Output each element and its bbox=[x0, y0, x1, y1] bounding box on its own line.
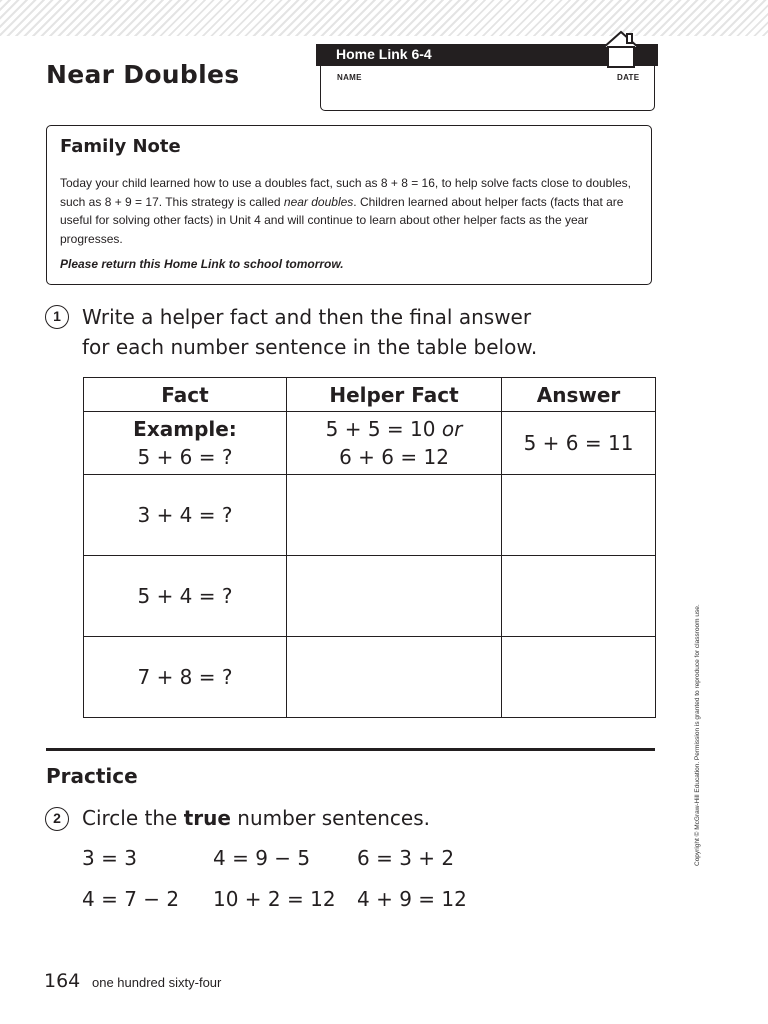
answer-cell[interactable] bbox=[502, 556, 656, 637]
example-answer: 5 + 6 = 11 bbox=[523, 431, 634, 455]
answer-cell[interactable] bbox=[502, 475, 656, 556]
header-helper-fact-label: Helper Fact bbox=[329, 382, 459, 407]
example-answer-cell bbox=[502, 412, 656, 475]
family-note-title: Family Note bbox=[60, 136, 181, 157]
problem-1-text bbox=[82, 302, 537, 362]
date-field-label: DATE bbox=[617, 73, 640, 82]
home-link-label: Home Link 6-4 bbox=[336, 46, 432, 62]
problem-1-number: 1 bbox=[45, 305, 69, 329]
header-answer-label: Answer bbox=[536, 382, 621, 407]
practice-title: Practice bbox=[46, 764, 138, 788]
fact-cell bbox=[84, 475, 287, 556]
copyright-notice: Copyright © McGraw-Hill Education. Permission is granted to reproduce for classroom use. bbox=[694, 604, 701, 866]
number-sentence[interactable]: 4 + 9 = 12 bbox=[357, 887, 467, 911]
example-fact-cell bbox=[84, 412, 287, 475]
problem-1-line-1: Write a helper fact and then the final answer bbox=[82, 305, 532, 329]
helper-fact-table bbox=[83, 377, 656, 718]
header-fact bbox=[84, 378, 287, 412]
family-note-body bbox=[60, 174, 640, 248]
return-instruction: Please return this Home Link to school tomorrow. bbox=[60, 257, 344, 271]
helper-fact-answer-cell[interactable] bbox=[287, 556, 502, 637]
problem-2-text-start: Circle the bbox=[82, 806, 184, 830]
example-helper-fact-2: 6 + 6 = 12 bbox=[339, 445, 449, 469]
example-label: Example: bbox=[133, 417, 237, 441]
number-sentence[interactable]: 3 = 3 bbox=[82, 846, 137, 870]
problem-2-text bbox=[82, 803, 430, 833]
fact-text: 7 + 8 = ? bbox=[137, 665, 233, 689]
page-title: Near Doubles bbox=[46, 60, 240, 89]
family-note-italic-term: near doubles bbox=[283, 194, 354, 209]
example-fact: 5 + 6 = ? bbox=[137, 445, 233, 469]
fact-text: 5 + 4 = ? bbox=[137, 584, 233, 608]
page-number: 164 bbox=[44, 970, 81, 992]
example-helper-line-1 bbox=[287, 415, 501, 443]
problem-2-text-end: number sentences. bbox=[230, 806, 431, 830]
example-or-word: or bbox=[441, 417, 463, 441]
helper-fact-answer-cell[interactable] bbox=[287, 637, 502, 718]
house-icon bbox=[600, 28, 642, 68]
number-sentence[interactable]: 4 = 7 − 2 bbox=[82, 887, 180, 911]
problem-2-bold-word: true bbox=[183, 806, 231, 830]
number-sentence[interactable]: 4 = 9 − 5 bbox=[213, 846, 311, 870]
table-row bbox=[84, 475, 656, 556]
table-row bbox=[84, 556, 656, 637]
answer-cell[interactable] bbox=[502, 637, 656, 718]
number-sentence[interactable]: 10 + 2 = 12 bbox=[213, 887, 336, 911]
example-row bbox=[84, 412, 656, 475]
number-sentence[interactable]: 6 = 3 + 2 bbox=[357, 846, 455, 870]
family-note-text-2: . Children learned about helper facts (facts that are useful for solving other facts) in Unit 4 and will continue to learn about other helper facts as the year progresses. bbox=[60, 194, 624, 246]
fact-text: 3 + 4 = ? bbox=[137, 503, 233, 527]
page-number-words: one hundred sixty-four bbox=[92, 975, 222, 990]
family-note-box bbox=[46, 125, 652, 285]
top-stripe-band bbox=[0, 0, 768, 36]
table-row bbox=[84, 637, 656, 718]
name-field-label: NAME bbox=[337, 73, 362, 82]
problem-1-line-2: for each number sentence in the table below. bbox=[82, 335, 538, 359]
problem-2-number: 2 bbox=[45, 807, 69, 831]
fact-cell bbox=[84, 556, 287, 637]
section-divider bbox=[46, 748, 655, 751]
header-answer bbox=[502, 378, 656, 412]
helper-fact-answer-cell[interactable] bbox=[287, 475, 502, 556]
fact-cell bbox=[84, 637, 287, 718]
example-helper-cell bbox=[287, 412, 502, 475]
header-helper-fact bbox=[287, 378, 502, 412]
example-helper-fact-1: 5 + 5 = 10 bbox=[325, 417, 436, 441]
family-note-text-1: Today your child learned how to use a doubles fact, such as 8 + 8 = 16, to help solve facts close to doubles, such as 8 + 9 = 17. This strategy is called bbox=[60, 176, 632, 209]
header-fact-label: Fact bbox=[161, 382, 209, 407]
